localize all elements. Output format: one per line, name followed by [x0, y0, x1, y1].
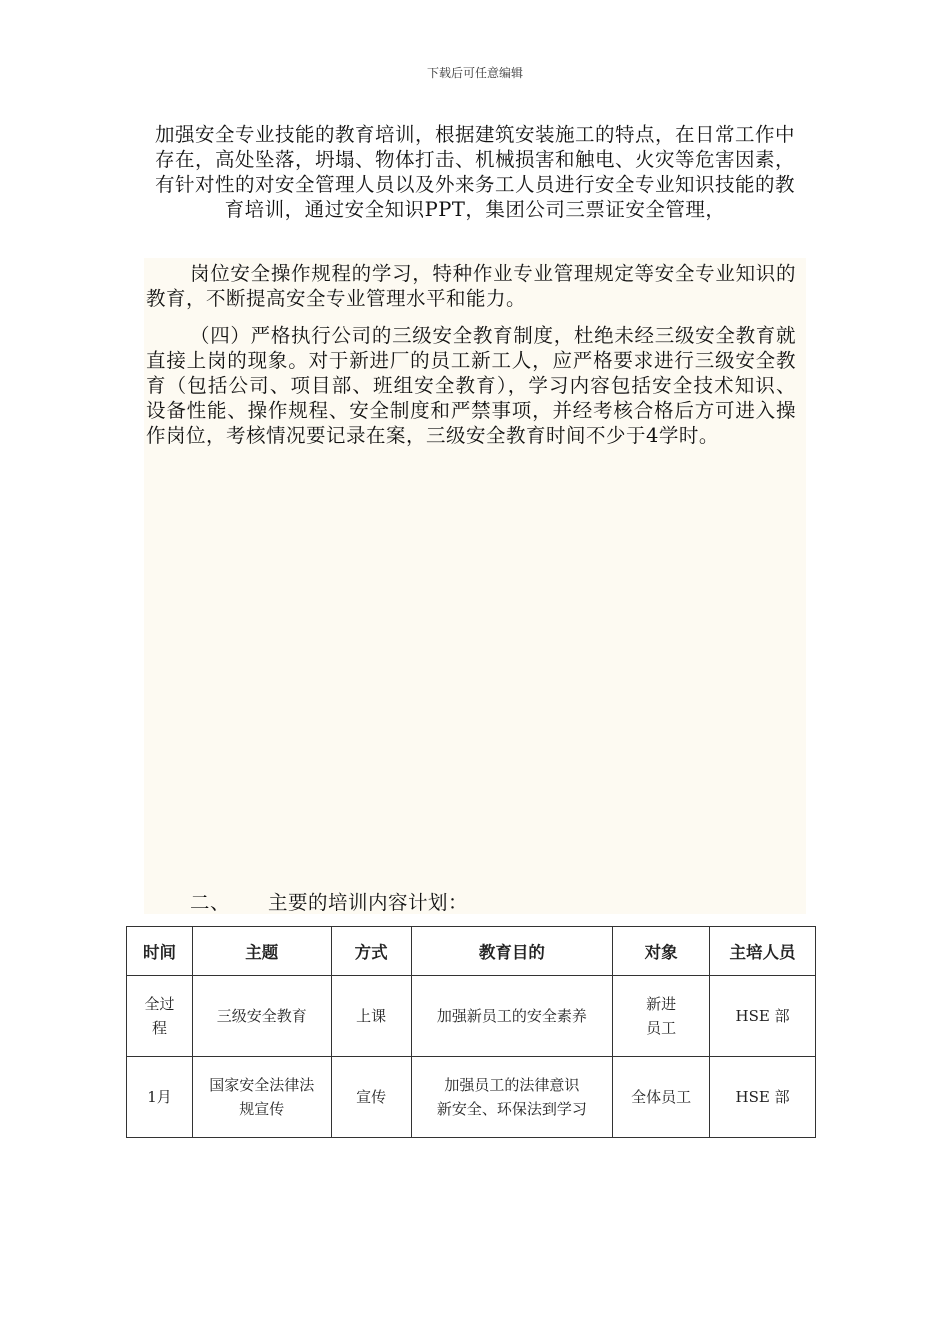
intro-paragraph: 加强安全专业技能的教育培训，根据建筑安装施工的特点，在日常工作中存在，高处坠落，坍塌、物体打击、机械损害和触电、火灾等危害因素，有针对性的对安全管理人员以及外来务工人员进行安全专业知识技能的教育培训，通过安全知识PPT，集团公司三票证安全管理， — [154, 123, 795, 221]
cell-line: 程 — [151, 1019, 167, 1037]
cell-line: 规宣传 — [239, 1100, 285, 1118]
cell-line: 国家安全法律法 — [209, 1076, 315, 1094]
cell-line: 1月 — [147, 1088, 172, 1106]
header-method: 方式 — [331, 927, 411, 976]
cell-trainer: HSE 部 — [710, 976, 816, 1057]
cell-topic — [192, 1057, 331, 1138]
cell-line: 新安全、环保法到学习 — [436, 1100, 587, 1118]
table-row — [127, 976, 816, 1057]
section-heading — [190, 890, 468, 915]
cell-line: 全体员工 — [631, 1088, 692, 1106]
cell-line: 新进 — [646, 995, 677, 1013]
header-purpose: 教育目的 — [411, 927, 613, 976]
header-time: 时间 — [127, 927, 193, 976]
cell-line: 加强新员工的安全素养 — [436, 1007, 587, 1025]
cell-line: 全过 — [144, 995, 175, 1013]
cell-method: 上课 — [331, 976, 411, 1057]
cell-topic — [192, 976, 331, 1057]
header-topic: 主题 — [192, 927, 331, 976]
section-title: 主要的培训内容计划： — [268, 891, 469, 914]
cell-target — [613, 976, 710, 1057]
table-row — [127, 1057, 816, 1138]
paragraph-three-level-education: （四）严格执行公司的三级安全教育制度，杜绝未经三级安全教育就直接上岗的现象。对于新进厂的员工新工人，应严格要求进行三级安全教育（包括公司、项目部、班组安全教育），学习内容包括安全技术知识、设备性能、操作规程、安全制度和严禁事项，并经考核合格后方可进入操作岗位，考核情况要记录在案，三级安全教育时间不少于4学时。 — [146, 324, 796, 447]
cell-purpose — [411, 1057, 613, 1138]
cell-time — [127, 976, 193, 1057]
cell-method: 宣传 — [331, 1057, 411, 1138]
cell-line: 三级安全教育 — [216, 1007, 307, 1025]
cell-line: 加强员工的法律意识 — [444, 1076, 580, 1094]
cell-purpose — [411, 976, 613, 1057]
header-trainer: 主培人员 — [710, 927, 816, 976]
header-target: 对象 — [613, 927, 710, 976]
table-header-row — [127, 927, 816, 976]
page-header-note: 下载后可任意编辑 — [426, 66, 523, 80]
cell-line: 员工 — [646, 1019, 677, 1037]
section-number: 二、 — [190, 891, 231, 914]
paragraph-post-safety: 岗位安全操作规程的学习，特种作业专业管理规定等安全专业知识的教育，不断提高安全专业管理水平和能力。 — [146, 262, 796, 310]
cell-target — [613, 1057, 710, 1138]
cell-time — [127, 1057, 193, 1138]
training-plan-table — [126, 926, 816, 1138]
cell-trainer: HSE 部 — [710, 1057, 816, 1138]
